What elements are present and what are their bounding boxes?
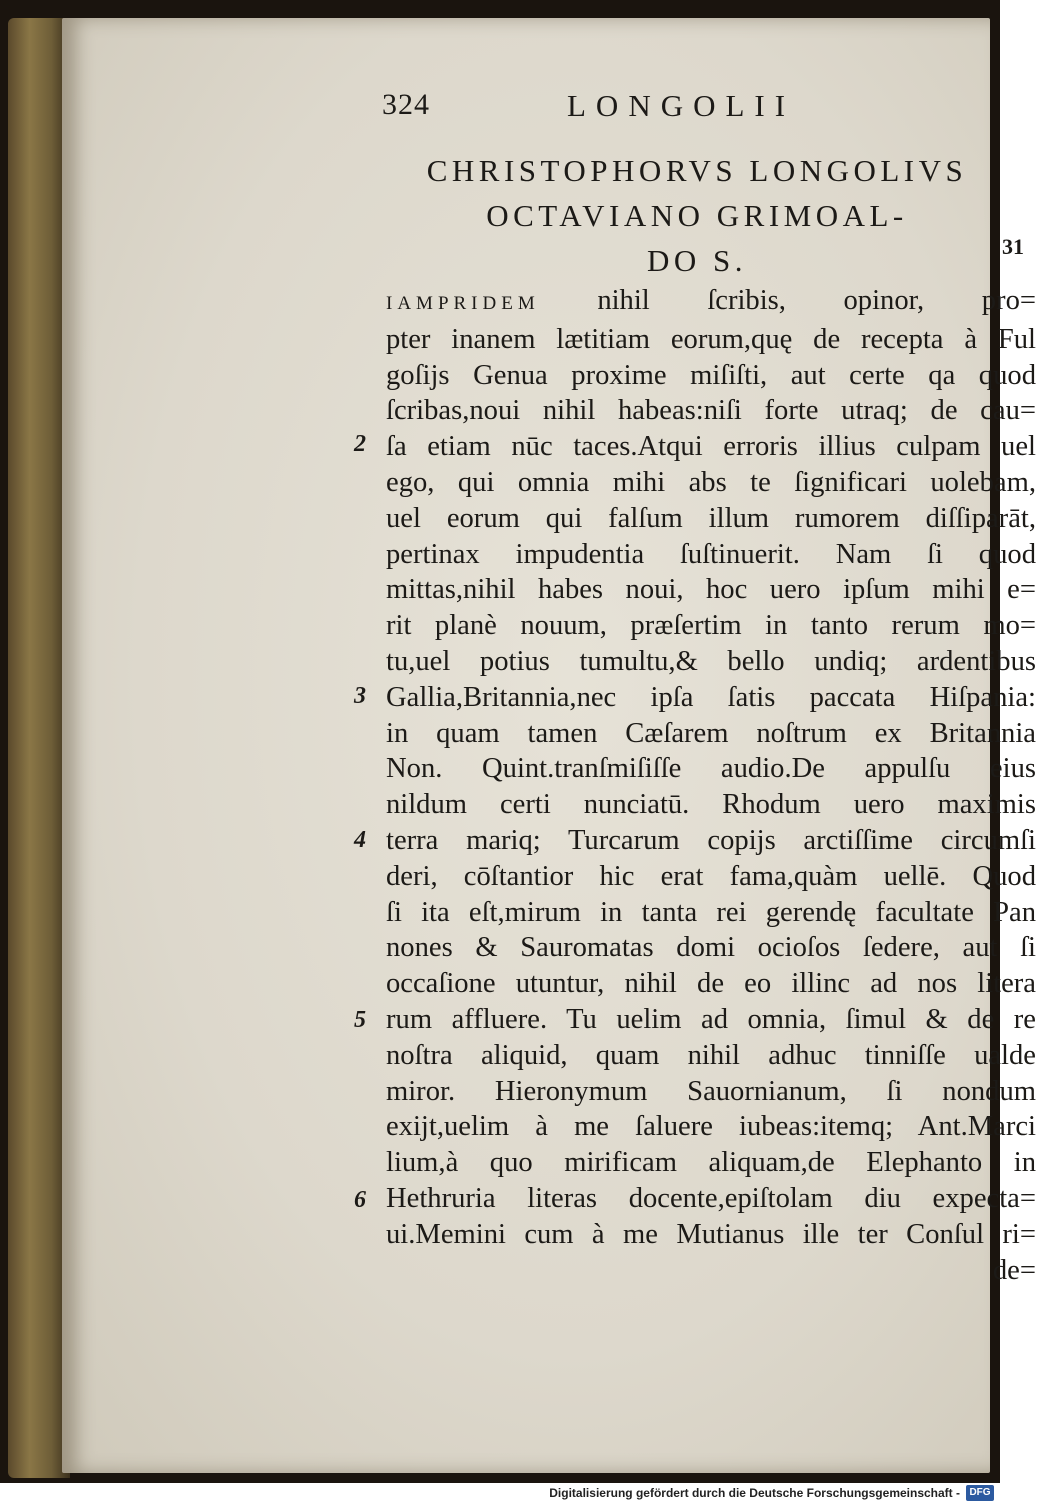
text-line: ego, qui omnia mihi abs te ſignificari uolebam, (386, 466, 1036, 498)
text-line: Hethruria literas docente,epiſtolam diu expecta= (386, 1182, 1036, 1214)
text-line: terra mariq; Turcarum copijs arctiſſime circumſi (386, 824, 1036, 856)
margin-number: 3 (354, 683, 366, 709)
text-line: noſtra aliquid, quam nihil adhuc tinniſſe ualde (386, 1039, 1036, 1071)
letter-number: 31 (1002, 234, 1024, 259)
text-line: goſijs Genua proxime miſiſti, aut certe qa quod (386, 359, 1036, 391)
digitization-footer (0, 1483, 1000, 1505)
text-line: tu,uel potius tumultu,& bello undiq; ardentibus (386, 645, 1036, 677)
text-line (386, 283, 1036, 322)
book-binding-edge (8, 18, 70, 1478)
text-line: mittas,nihil habes noui, hoc uero ipſum mihi e= (386, 574, 1036, 606)
text-line-content: nihil ſcribis, opinor, pro= (597, 285, 1036, 316)
text-line: lium,à quo mirificam aliquam,de Elephanto in (386, 1147, 1036, 1179)
margin-number: 2 (354, 431, 366, 457)
catchword: de= (992, 1254, 1036, 1286)
text-line: uel eorum qui falſum illum rumorem diſſiparāt, (386, 502, 1036, 534)
margin-number: 4 (354, 827, 366, 853)
page-sheet (62, 18, 1036, 1473)
heading-line: CHRISTOPHORVS LONGOLIVS (426, 153, 968, 188)
text-line: ſa etiam nūc taces.Atqui erroris illius culpam uel (386, 431, 1036, 463)
text-line: ui.Memini cum à me Mutianus ille ter Conſul ri= (386, 1218, 1036, 1250)
text-line: rum affluere. Tu uelim ad omnia, ſimul & de re (386, 1003, 1036, 1035)
text-line: nildum certi nunciatū. Rhodum uero maximis (386, 789, 1036, 821)
funding-credit: Digitalisierung gefördert durch die Deutsche Forschungsgemeinschaft - (549, 1486, 960, 1500)
heading-line: DO S. (646, 243, 747, 278)
heading-line: OCTAVIANO GRIMOAL- (486, 198, 908, 233)
page-number: 324 (382, 88, 430, 121)
text-line: exijt,uelim à me ſaluere iubeas:itemq; Ant.Marci (386, 1111, 1036, 1143)
margin-number: 5 (354, 1007, 366, 1033)
text-line: ſi ita eſt,mirum in tanta rei gerendę facultate Pan (386, 896, 1036, 928)
running-title: LONGOLII (567, 88, 796, 123)
text-line: ſcribas,noui nihil habeas:niſi forte utraq; de cau= (386, 395, 1036, 427)
text-line: pertinax impudentia ſuſtinuerit. Nam ſi quod (386, 538, 1036, 570)
text-line: deri, cōſtantior hic erat fama,quàm uellē. Quod (386, 860, 1036, 892)
incipit: IAMPRIDEM (386, 293, 540, 314)
text-line: nones & Sauromatas domi ocioſos ſedere, aut ſi (386, 932, 1036, 964)
running-head (352, 88, 1032, 128)
text-line: Non. Quint.tranſmiſiſſe audio.De appulſu eius (386, 753, 1036, 785)
text-line: rit planè nouum, præſertim in tanto rerum mo= (386, 610, 1036, 642)
dfg-logo: DFG (966, 1485, 994, 1501)
letter-heading (352, 148, 1042, 283)
text-line: in quam tamen Cæſarem noſtrum ex Britannia (386, 717, 1036, 749)
text-line: miror. Hieronymum Sauornianum, ſi nondum (386, 1075, 1036, 1107)
text-line: Gallia,Britannia,nec ipſa ſatis paccata Hiſpania: (386, 681, 1036, 713)
letter-body (354, 283, 1036, 1288)
margin-number: 6 (354, 1187, 366, 1213)
text-line: pter inanem lætitiam eorum,quę de recepta à Ful (386, 323, 1036, 355)
text-line: occaſione utuntur, nihil de eo illinc ad nos litera (386, 968, 1036, 1000)
